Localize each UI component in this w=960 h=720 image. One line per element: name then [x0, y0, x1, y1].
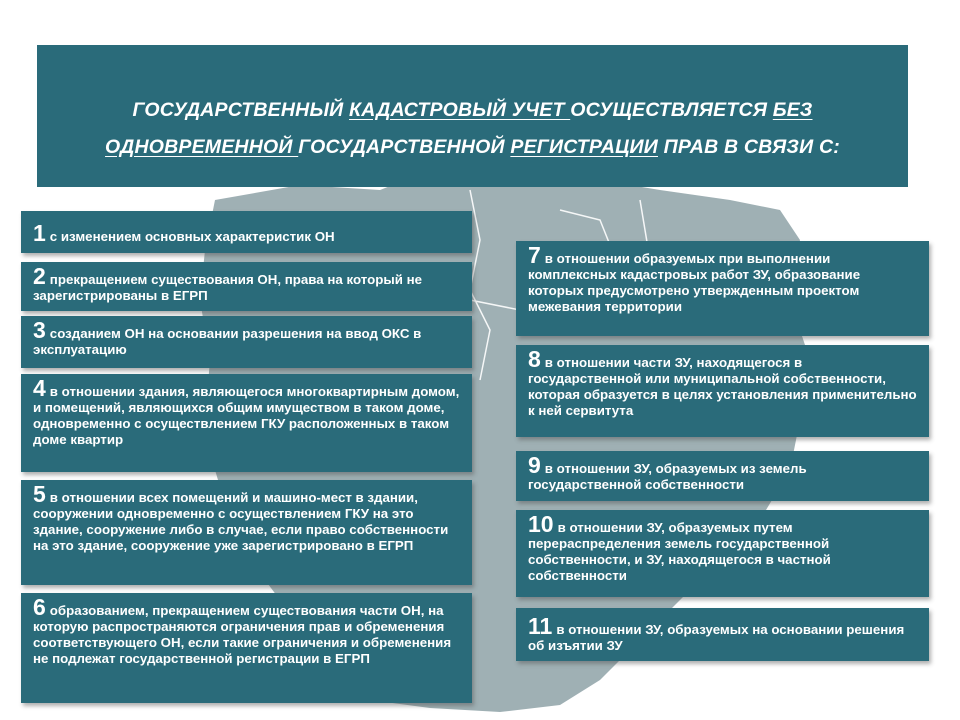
item-number: 2 [33, 263, 46, 289]
item-number: 3 [33, 317, 46, 343]
list-item [21, 262, 472, 311]
item-number: 11 [528, 613, 553, 639]
list-item [516, 608, 929, 661]
title-part: ГОСУДАРСТВЕННЫЙ [132, 99, 350, 121]
list-item [516, 510, 929, 597]
title-part: ГОСУДАРСТВЕННОЙ [298, 136, 511, 158]
item-number: 4 [33, 375, 46, 401]
title-part: РЕГИСТРАЦИИ [510, 136, 658, 158]
item-text: образованием, прекращением существования части ОН, на которую распространяются ограничения прав и обременения соответствующего ОН, если такие ограничения и обременения не подлежат государственной регистрации в ЕГРП [33, 603, 452, 666]
item-text: в отношении части ЗУ, находящегося в государственной или муниципальной собственности, которая образуется в целях установления применительно к ней сервитута [528, 355, 917, 418]
item-text: в отношении здания, являющегося многоквартирным домом, и помещений, являющихся общим имуществом в таком доме, одновременно с осуществлением ГКУ расположенных в таком доме квартир [33, 384, 460, 447]
page-title [37, 45, 908, 187]
list-item [516, 345, 929, 437]
list-item [516, 241, 929, 336]
list-item [21, 374, 472, 472]
item-text: в отношении ЗУ, образуемых из земель государственной собственности [528, 461, 807, 492]
item-text: в отношении образуемых при выполнении комплексных кадастровых работ ЗУ, образование которых предусмотрено утвержденным проектом межевания территории [528, 251, 861, 314]
title-part: ПРАВ В СВЯЗИ С: [657, 136, 840, 158]
item-number: 7 [528, 242, 541, 268]
item-number: 5 [33, 481, 46, 507]
item-text: прекращением существования ОН, права на который не зарегистрированы в ЕГРП [33, 272, 422, 303]
item-text: созданием ОН на основании разрешения на ввод ОКС в эксплуатацию [33, 326, 422, 357]
item-text: в отношении всех помещений и машино-мест в здании, сооружении одновременно с осуществлением ГКУ на это здание, сооружение либо в случае, если право собственности на это здание, сооружение уже зарегистрировано в ЕГРП [33, 490, 449, 553]
item-number: 9 [528, 452, 541, 478]
item-text: в отношении ЗУ, образуемых на основании решения об изъятии ЗУ [528, 622, 905, 653]
list-item [21, 211, 472, 253]
list-item [21, 480, 472, 585]
list-item [21, 316, 472, 368]
item-text: с изменением основных характеристик ОН [49, 229, 335, 244]
item-number: 1 [33, 220, 46, 246]
item-text: в отношении ЗУ, образуемых путем перераспределения земель государственной собственности, и ЗУ, находящегося в частной собственности [528, 520, 831, 583]
item-number: 8 [528, 346, 541, 372]
title-part: КАДАСТРОВЫЙ УЧЕТ [349, 99, 571, 121]
item-number: 10 [528, 511, 554, 537]
item-number: 6 [33, 594, 46, 620]
list-item [21, 593, 472, 703]
list-item [516, 451, 929, 501]
title-part: ОСУЩЕСТВЛЯЕТСЯ [570, 99, 773, 121]
title-part: БЕЗ ОДНОВРЕМЕННОЙ [105, 99, 813, 158]
